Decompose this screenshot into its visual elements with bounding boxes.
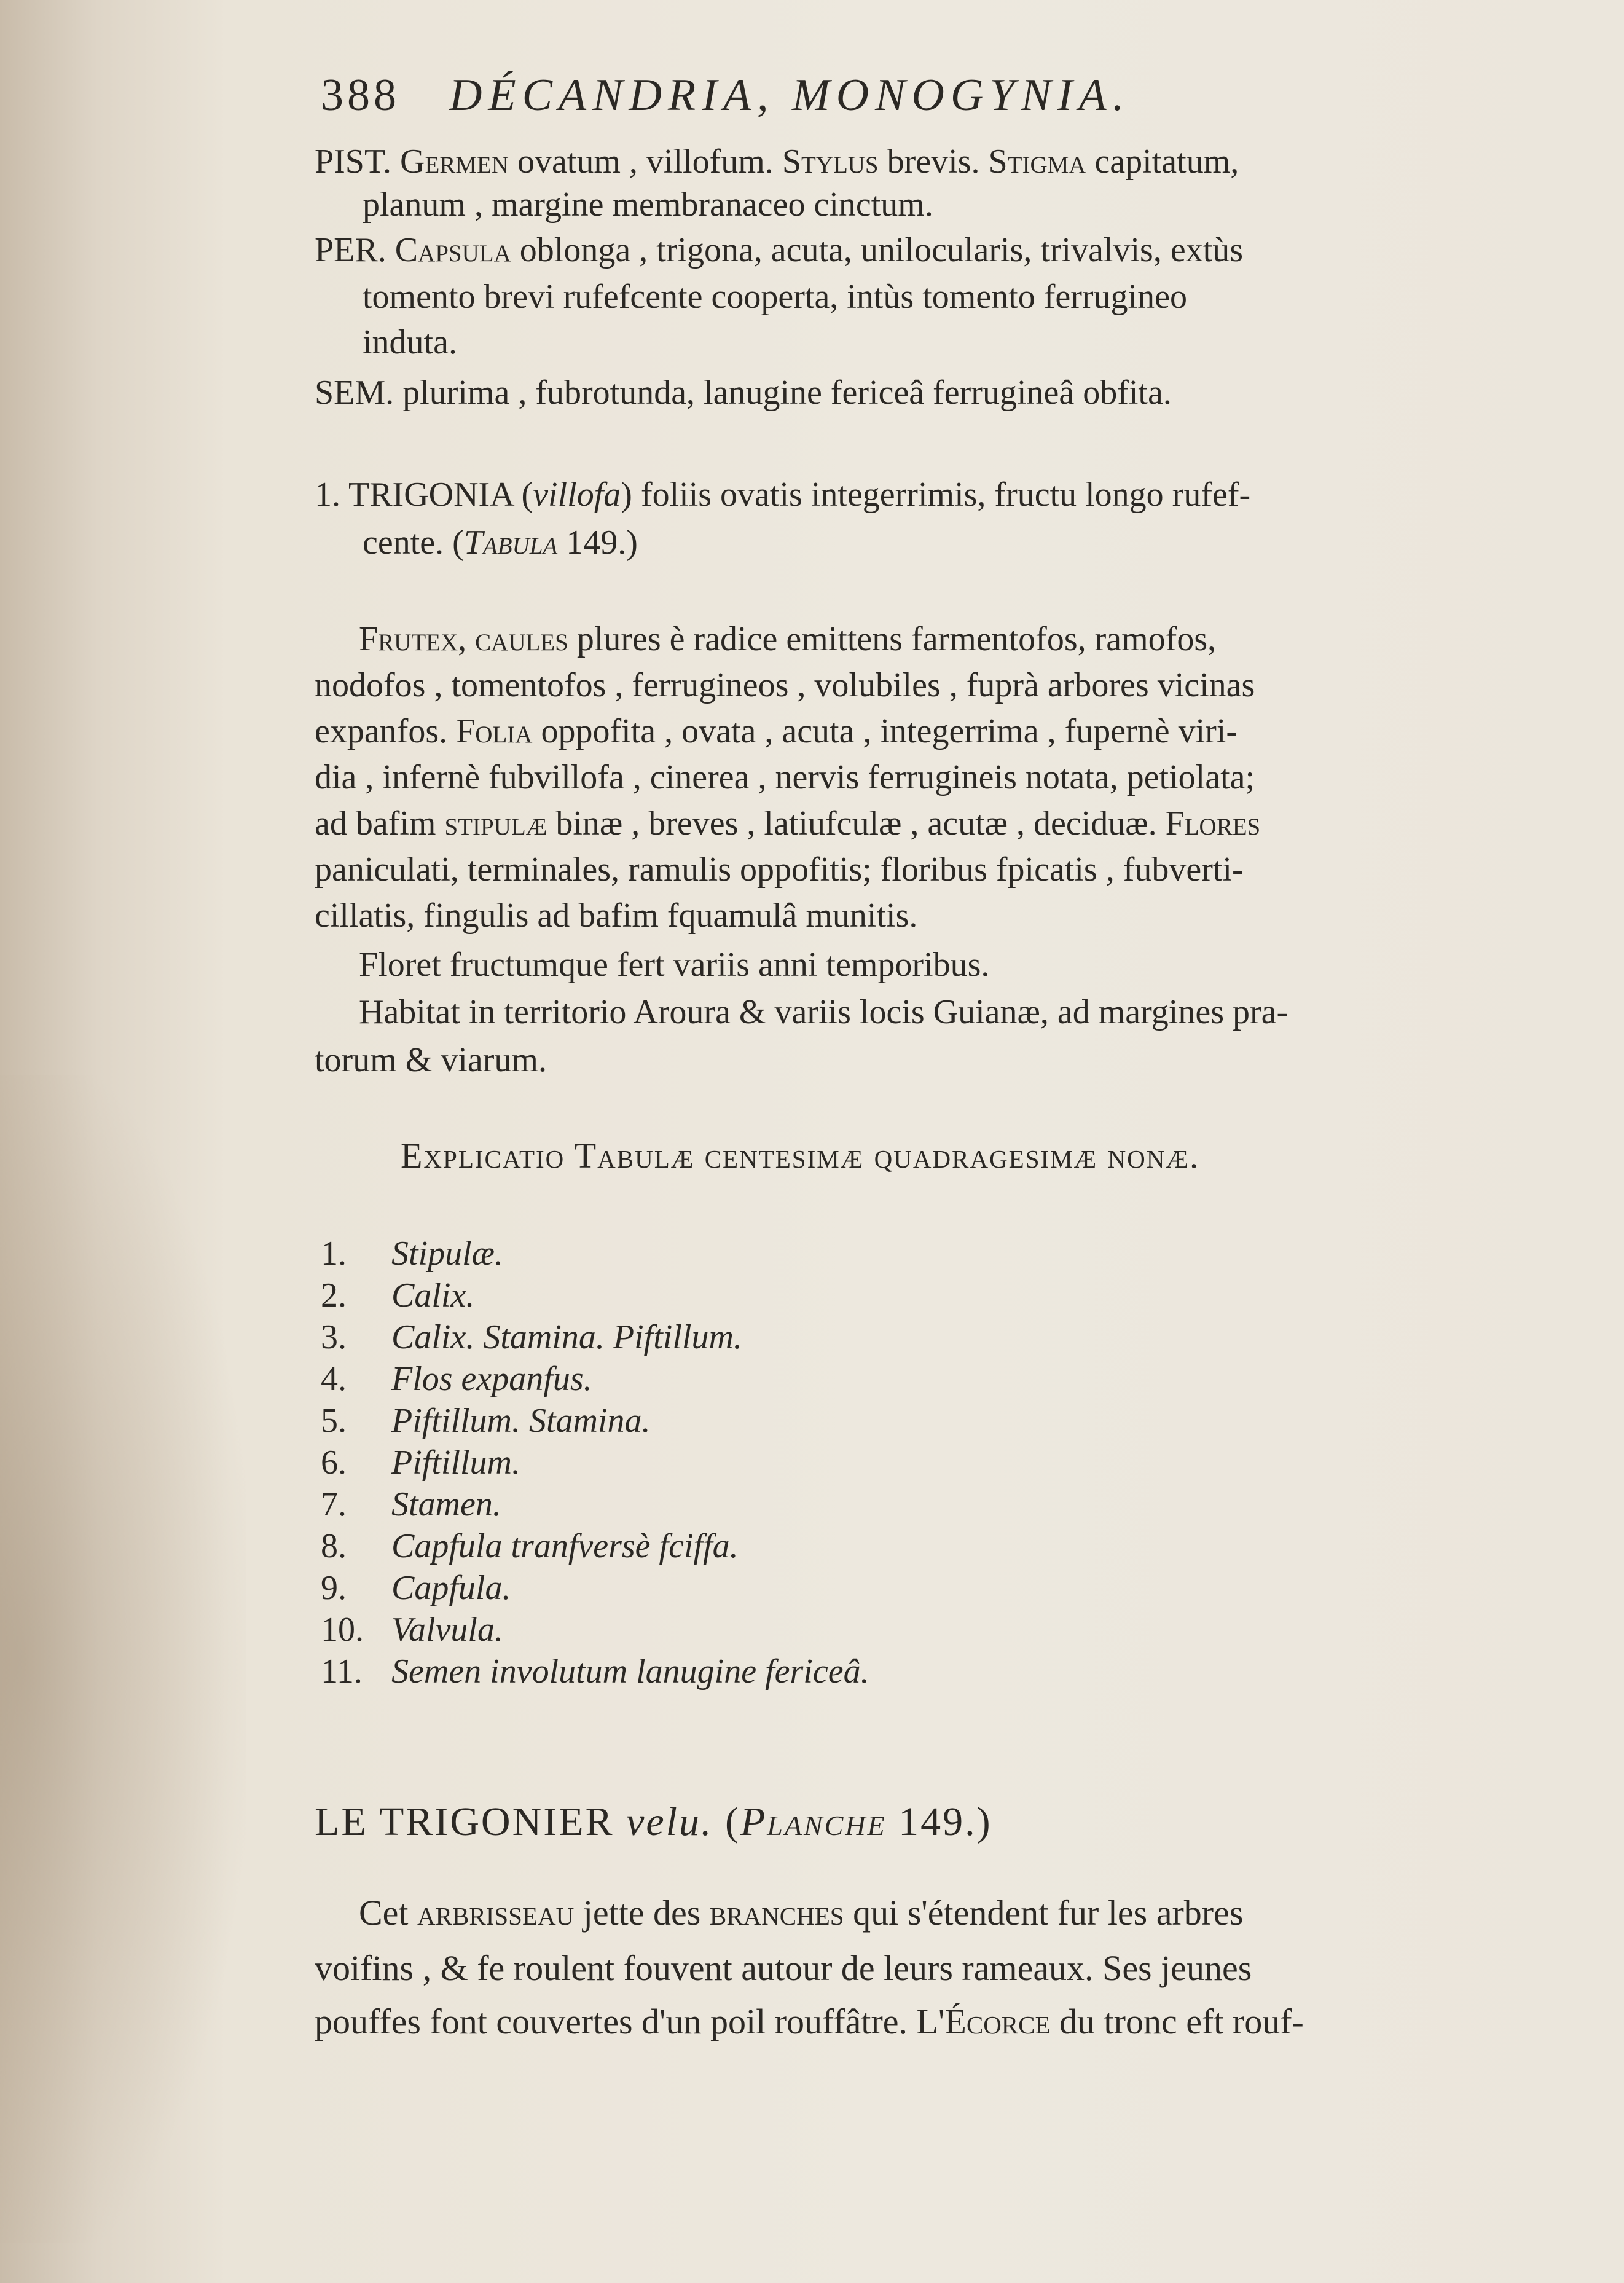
germen-text: ovatum , villofum.	[508, 143, 782, 181]
fr-p3-pre: pouffes font couvertes d'un poil rouffâtre. L'	[315, 2002, 945, 2041]
french-title-main: LE TRIGONIER	[315, 1799, 614, 1844]
explicatio-item-number: 4.	[321, 1360, 347, 1398]
stigma-text: capitatum,	[1086, 143, 1239, 181]
explicatio-item-text: Semen involutum lanugine fericeâ.	[391, 1652, 869, 1691]
explicatio-item-text: Stamen.	[391, 1485, 501, 1523]
planche-number: 149.)	[886, 1799, 992, 1844]
habitat-line-2: torum & viarum.	[315, 1041, 547, 1079]
explicatio-heading: Explicatio Tabulæ centesimæ quadragesimæ nonæ.	[401, 1136, 1200, 1176]
caules-label: caules	[475, 620, 568, 658]
explicatio-item-text: Piftillum. Stamina.	[391, 1402, 651, 1440]
explicatio-item	[321, 1399, 651, 1442]
running-title: DÉCANDRIA, MONOGYNIA.	[449, 70, 1131, 120]
explicatio-item	[321, 1650, 869, 1693]
page-number: 388	[321, 70, 400, 120]
fr-p1-mid: jette des	[574, 1893, 710, 1933]
capsula-label: Capsula	[394, 231, 511, 269]
ecorce-label: Écorce	[944, 2002, 1051, 2041]
explicatio-item-text: Piftillum.	[391, 1444, 520, 1482]
fr-p1-pre: Cet	[359, 1893, 418, 1933]
caules-sep: ,	[458, 620, 476, 658]
species-number: 1.	[315, 476, 340, 514]
pist-line-1	[315, 140, 1239, 183]
desc-line-3-text: oppofita , ovata , acuta , integerrima , fupernè viri-	[532, 712, 1238, 750]
explicatio-item-text: Calix. Stamina. Piftillum.	[391, 1318, 742, 1356]
running-header	[321, 70, 1131, 120]
planche-label: Planche	[740, 1799, 887, 1844]
habitat-line-1: Habitat in territorio Aroura & variis locis Guianæ, ad margines pra-	[359, 993, 1289, 1031]
explicatio-item-text: Flos expanfus.	[391, 1360, 592, 1398]
explicatio-item	[321, 1566, 511, 1609]
species-epithet: villofa	[533, 476, 621, 514]
desc-line-1-text: plures è radice emittens farmentofos, ramofos,	[568, 620, 1217, 658]
stipulae-label: stipulæ	[444, 804, 547, 843]
epithet-open: (	[512, 476, 533, 514]
french-title	[315, 1801, 992, 1844]
explicatio-item	[321, 1274, 474, 1317]
pist-label: PIST.	[315, 143, 391, 181]
explicatio-item	[321, 1483, 501, 1526]
desc-line-5-text: binæ , breves , latiufculæ , acutæ , deciduæ.	[547, 804, 1166, 843]
floret-line: Floret fructumque fert variis anni temporibus.	[359, 946, 990, 984]
desc-line-4: dia , infernè fubvillofa , cinerea , nervis ferrugineis notata, petiolata;	[315, 758, 1255, 796]
explicatio-item-text: Capfula.	[391, 1569, 511, 1607]
explicatio-item	[321, 1608, 503, 1651]
explicatio-item-number: 7.	[321, 1485, 347, 1523]
species-line-2-text: cente. (	[363, 524, 464, 562]
explicatio-item-number: 6.	[321, 1444, 347, 1482]
species-line-1-text: foliis ovatis integerrimis, fructu longo rufef-	[632, 476, 1251, 514]
french-title-italic: velu.	[614, 1799, 713, 1844]
desc-line-5-pre: ad bafim	[315, 804, 445, 843]
explicatio-item-number: 3.	[321, 1318, 347, 1356]
explicatio-item-number: 11.	[321, 1652, 363, 1691]
epithet-close: )	[621, 476, 632, 514]
folia-label: Folia	[456, 712, 533, 750]
explicatio-item	[321, 1441, 520, 1484]
desc-line-5	[315, 802, 1260, 845]
fr-p3-text: du tronc eft rouf-	[1050, 2002, 1304, 2041]
desc-line-7: cillatis, fingulis ad bafim fquamulâ munitis.	[315, 897, 918, 935]
desc-line-1	[359, 618, 1216, 661]
sem-line	[315, 371, 1172, 414]
explicatio-item-number: 2.	[321, 1276, 347, 1314]
tabula-label: Tabula	[463, 524, 558, 562]
explicatio-item-number: 1.	[321, 1235, 347, 1273]
species-line-2	[363, 521, 638, 564]
explicatio-item	[321, 1525, 739, 1568]
explicatio-item-text: Stipulæ.	[391, 1235, 504, 1273]
stylus-text: brevis.	[878, 143, 989, 181]
per-line-2: tomento brevi rufefcente cooperta, intùs tomento ferrugineo	[363, 278, 1187, 316]
frutex-label: Frutex	[359, 620, 458, 658]
french-p-line-1	[359, 1892, 1243, 1935]
arbrisseau-label: arbrisseau	[417, 1893, 575, 1933]
explicatio-item	[321, 1232, 503, 1275]
explicatio-item-number: 5.	[321, 1402, 347, 1440]
desc-line-3	[315, 710, 1238, 753]
desc-line-3-pre: expanfos.	[315, 712, 457, 750]
per-line-3: induta.	[363, 323, 457, 361]
flores-label: Flores	[1165, 804, 1261, 843]
explicatio-item-number: 10.	[321, 1611, 364, 1649]
sem-label: SEM.	[315, 374, 394, 412]
per-line-1-text: oblonga , trigona, acuta, unilocularis, trivalvis, extùs	[511, 231, 1244, 269]
explicatio-item-text: Capfula tranfversè fciffa.	[391, 1527, 739, 1565]
desc-line-2: nodofos , tomentofos , ferrugineos , volubiles , fuprà arbores vicinas	[315, 666, 1255, 704]
stylus-label: Stylus	[782, 143, 879, 181]
explicatio-item-text: Calix.	[391, 1276, 475, 1314]
pist-line-2: planum , margine membranaceo cinctum.	[363, 186, 933, 224]
desc-line-6: paniculati, terminales, ramulis oppofitis; floribus fpicatis , fubverti-	[315, 851, 1244, 889]
branches-label: branches	[709, 1893, 844, 1933]
explicatio-item-number: 9.	[321, 1569, 347, 1607]
fr-p1-text: qui s'étendent fur les arbres	[844, 1893, 1244, 1933]
species-name: TRIGONIA	[348, 476, 513, 514]
explicatio-item-text: Valvula.	[391, 1611, 503, 1649]
stigma-label: Stigma	[988, 143, 1086, 181]
germen-label: Germen	[400, 143, 509, 181]
per-label: PER.	[315, 231, 386, 269]
french-p-line-2: voifins , & fe roulent fouvent autour de leurs rameaux. Ses jeunes	[315, 1948, 1252, 1988]
explicatio-item	[321, 1358, 592, 1401]
tabula-number: 149.)	[557, 524, 638, 562]
explicatio-item	[321, 1316, 742, 1359]
planche-open: (	[713, 1799, 740, 1844]
explicatio-item-number: 8.	[321, 1527, 347, 1565]
sem-text: plurima , fubrotunda, lanugine fericeâ ferrugineâ obfita.	[394, 374, 1172, 412]
species-line-1	[315, 473, 1250, 516]
per-line-1	[315, 229, 1243, 272]
french-p-line-3	[315, 2000, 1304, 2043]
